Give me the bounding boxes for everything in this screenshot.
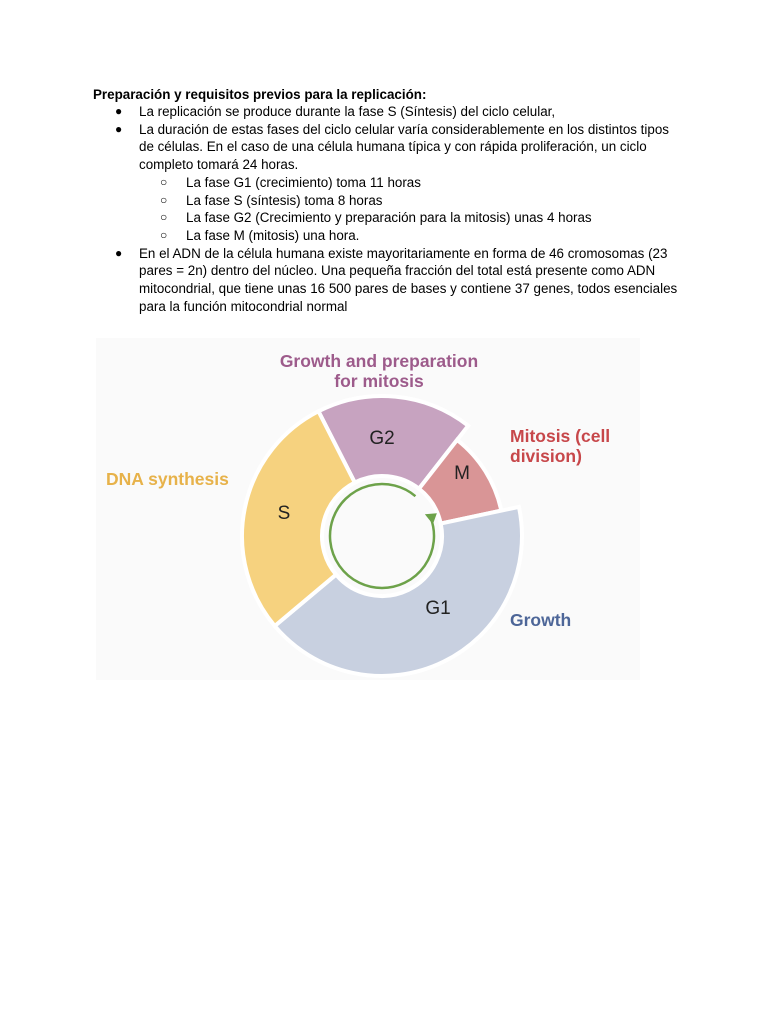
sub-bullet-icon: ○: [160, 192, 168, 207]
bullet-icon: ●: [115, 104, 123, 118]
list-item: [0, 245, 679, 316]
sub-list-item-text: La fase G2 (Crecimiento y preparación para la mitosis) unas 4 horas: [186, 210, 592, 226]
dna-synthesis-title: DNA synthesis: [106, 469, 229, 489]
bullet-icon: ●: [115, 245, 123, 260]
sub-list-item: [0, 174, 676, 192]
cell-cycle-figure: [96, 338, 640, 680]
g2-title-line2: for mitosis: [334, 371, 424, 391]
bullet-list: [0, 103, 768, 315]
sub-bullet-icon: ○: [160, 227, 168, 242]
sub-list-item-text: La fase G1 (crecimiento) toma 11 horas: [186, 174, 421, 190]
list-item: [0, 103, 679, 121]
growth-title: Growth: [510, 610, 572, 630]
list-item: [0, 121, 679, 174]
list-item-text: En el ADN de la célula humana existe mayoritariamente en forma de 46 cromosomas (23 pares = 2n) dentro del núcleo. Una pequeña fracción del total está presente como ADN mitocondrial, que tiene unas 16 500 pares de bases y contiene 37 genes, todos esenciales para la función mitocondrial normal: [139, 245, 678, 314]
sub-list-item-text: La fase M (mitosis) una hora.: [186, 227, 360, 243]
m-segment-label: M: [454, 463, 470, 484]
s-segment-label: S: [277, 503, 291, 524]
g2-title-line1: Growth and preparation: [279, 351, 479, 371]
bullet-icon: ●: [115, 121, 123, 136]
list-item-text: La replicación se produce durante la fase S (Síntesis) del ciclo celular,: [139, 104, 556, 119]
mitosis-title-line2: division): [510, 446, 582, 466]
sub-list-item: [0, 192, 676, 210]
sub-bullet-icon: ○: [160, 210, 168, 225]
g2-segment-label: G2: [369, 428, 395, 449]
list-item-text: La duración de estas fases del ciclo celular varía considerablemente en los distintos tipos de células. En el caso de una célula humana típica y con rápida proliferación, un ciclo completo tomará 24 horas.: [139, 121, 669, 173]
section-heading: Preparación y requisitos previos para la replicación:: [93, 87, 427, 102]
sub-list-item: [0, 209, 676, 227]
sub-bullet-icon: ○: [160, 174, 168, 189]
cell-cycle-diagram: [96, 338, 640, 680]
sub-list-item: [0, 227, 676, 245]
g1-segment-label: G1: [425, 598, 451, 619]
mitosis-title-line1: Mitosis (cell: [510, 426, 611, 446]
sub-list-item-text: La fase S (síntesis) toma 8 horas: [186, 192, 383, 208]
